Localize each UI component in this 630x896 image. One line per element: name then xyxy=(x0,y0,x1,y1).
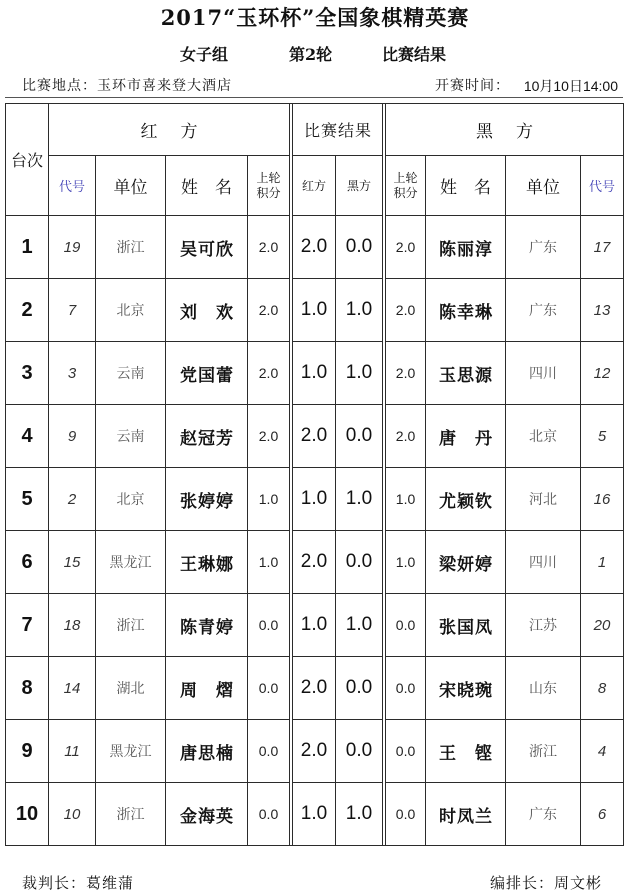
red-name: 刘 欢 xyxy=(166,279,248,342)
red-code: 3 xyxy=(49,342,96,405)
table-number: 10 xyxy=(6,783,49,846)
table-number: 8 xyxy=(6,657,49,720)
black-unit: 山东 xyxy=(506,657,581,720)
header-prev-score-top: 上轮 xyxy=(393,170,418,185)
red-code: 2 xyxy=(49,468,96,531)
black-prev-score: 2.0 xyxy=(386,405,426,468)
black-name: 张国凤 xyxy=(426,594,506,657)
black-code: 17 xyxy=(581,216,624,279)
red-prev-score: 2.0 xyxy=(248,216,290,279)
black-unit: 江苏 xyxy=(506,594,581,657)
black-prev-score: 2.0 xyxy=(386,279,426,342)
black-code: 1 xyxy=(581,531,624,594)
table-number: 6 xyxy=(6,531,49,594)
black-name: 时凤兰 xyxy=(426,783,506,846)
result-row xyxy=(6,279,624,342)
subtitle-round: 第2轮 xyxy=(289,45,333,64)
red-unit: 北京 xyxy=(96,279,166,342)
red-prev-score: 2.0 xyxy=(248,342,290,405)
black-name: 陈幸琳 xyxy=(426,279,506,342)
red-result: 2.0 xyxy=(293,531,336,594)
black-prev-score: 0.0 xyxy=(386,783,426,846)
result-row xyxy=(6,720,624,783)
table-number: 4 xyxy=(6,405,49,468)
subtitle-group: 女子组 xyxy=(180,45,229,64)
red-name: 唐思楠 xyxy=(166,720,248,783)
black-name: 梁妍婷 xyxy=(426,531,506,594)
table-number: 7 xyxy=(6,594,49,657)
red-unit: 浙江 xyxy=(96,216,166,279)
start-time-value: 10月10日14:00 xyxy=(523,78,618,94)
black-prev-score: 0.0 xyxy=(386,594,426,657)
red-name: 吴可欣 xyxy=(166,216,248,279)
black-name: 唐 丹 xyxy=(426,405,506,468)
red-result: 2.0 xyxy=(293,720,336,783)
black-unit: 广东 xyxy=(506,783,581,846)
chief-referee: 裁判长：葛维蒲 xyxy=(22,874,135,892)
black-code: 13 xyxy=(581,279,624,342)
red-name: 赵冠芳 xyxy=(166,405,248,468)
black-result: 0.0 xyxy=(336,720,383,783)
black-code: 5 xyxy=(581,405,624,468)
results-table xyxy=(5,103,624,846)
red-prev-score: 2.0 xyxy=(248,279,290,342)
red-result: 2.0 xyxy=(293,216,336,279)
red-code: 18 xyxy=(49,594,96,657)
black-prev-score: 2.0 xyxy=(386,342,426,405)
header-result-red: 红方 xyxy=(293,156,336,216)
black-prev-score: 0.0 xyxy=(386,720,426,783)
black-code: 16 xyxy=(581,468,624,531)
red-unit: 北京 xyxy=(96,468,166,531)
header-black-code: 代号 xyxy=(581,156,624,216)
red-code: 11 xyxy=(49,720,96,783)
black-code: 12 xyxy=(581,342,624,405)
result-row xyxy=(6,783,624,846)
table-number: 9 xyxy=(6,720,49,783)
red-result: 1.0 xyxy=(293,783,336,846)
header-black-name: 姓 名 xyxy=(426,156,506,216)
page-title: 2017“玉环杯”全国象棋精英赛 xyxy=(160,5,470,30)
red-name: 周 熠 xyxy=(166,657,248,720)
red-code: 10 xyxy=(49,783,96,846)
red-code: 7 xyxy=(49,279,96,342)
black-unit: 浙江 xyxy=(506,720,581,783)
header-red-side: 红 方 xyxy=(49,104,290,156)
header-prev-score-bottom: 积分 xyxy=(393,185,418,200)
red-prev-score: 0.0 xyxy=(248,594,290,657)
red-result: 1.0 xyxy=(293,342,336,405)
black-code: 6 xyxy=(581,783,624,846)
black-result: 0.0 xyxy=(336,216,383,279)
red-unit: 浙江 xyxy=(96,594,166,657)
red-result: 1.0 xyxy=(293,594,336,657)
red-name: 张婷婷 xyxy=(166,468,248,531)
header-prev-score-bottom: 积分 xyxy=(256,185,281,200)
result-row xyxy=(6,531,624,594)
black-result: 0.0 xyxy=(336,531,383,594)
black-code: 20 xyxy=(581,594,624,657)
header-red-unit: 单位 xyxy=(96,156,166,216)
table-number: 5 xyxy=(6,468,49,531)
red-result: 1.0 xyxy=(293,279,336,342)
black-unit: 广东 xyxy=(506,279,581,342)
red-code: 15 xyxy=(49,531,96,594)
black-prev-score: 0.0 xyxy=(386,657,426,720)
results-table-body xyxy=(6,104,624,846)
black-unit: 北京 xyxy=(506,405,581,468)
black-code: 4 xyxy=(581,720,624,783)
red-prev-score: 1.0 xyxy=(248,468,290,531)
black-result: 0.0 xyxy=(336,405,383,468)
black-name: 王 铿 xyxy=(426,720,506,783)
black-unit: 四川 xyxy=(506,342,581,405)
red-unit: 云南 xyxy=(96,342,166,405)
black-prev-score: 2.0 xyxy=(386,216,426,279)
red-code: 14 xyxy=(49,657,96,720)
red-code: 9 xyxy=(49,405,96,468)
red-name: 党国蕾 xyxy=(166,342,248,405)
header-row-columns xyxy=(6,156,624,216)
red-prev-score: 0.0 xyxy=(248,657,290,720)
header-black-side: 黑 方 xyxy=(386,104,624,156)
red-name: 金海英 xyxy=(166,783,248,846)
black-prev-score: 1.0 xyxy=(386,531,426,594)
red-name: 陈青婷 xyxy=(166,594,248,657)
result-row xyxy=(6,216,624,279)
table-number: 1 xyxy=(6,216,49,279)
black-result: 1.0 xyxy=(336,468,383,531)
black-name: 尤颖钦 xyxy=(426,468,506,531)
black-unit: 河北 xyxy=(506,468,581,531)
result-row xyxy=(6,342,624,405)
venue-text: 比赛地点：玉环市喜来登大酒店 xyxy=(22,78,232,94)
red-unit: 浙江 xyxy=(96,783,166,846)
red-result: 2.0 xyxy=(293,405,336,468)
result-row xyxy=(6,405,624,468)
red-result: 1.0 xyxy=(293,468,336,531)
black-prev-score: 1.0 xyxy=(386,468,426,531)
red-prev-score: 0.0 xyxy=(248,720,290,783)
black-result: 1.0 xyxy=(336,279,383,342)
table-number: 2 xyxy=(6,279,49,342)
black-unit: 四川 xyxy=(506,531,581,594)
header-black-prev-score xyxy=(386,156,426,216)
red-result: 2.0 xyxy=(293,657,336,720)
chief-arranger: 编排长：周文彬 xyxy=(490,874,603,892)
black-result: 1.0 xyxy=(336,342,383,405)
red-name: 王琳娜 xyxy=(166,531,248,594)
header-red-prev-score xyxy=(248,156,290,216)
black-unit: 广东 xyxy=(506,216,581,279)
header-red-code: 代号 xyxy=(49,156,96,216)
black-result: 1.0 xyxy=(336,594,383,657)
table-number: 3 xyxy=(6,342,49,405)
black-code: 8 xyxy=(581,657,624,720)
red-code: 19 xyxy=(49,216,96,279)
black-name: 玉思源 xyxy=(426,342,506,405)
result-row xyxy=(6,468,624,531)
result-row xyxy=(6,594,624,657)
red-unit: 湖北 xyxy=(96,657,166,720)
header-red-name: 姓 名 xyxy=(166,156,248,216)
black-name: 宋晓琬 xyxy=(426,657,506,720)
red-unit: 黑龙江 xyxy=(96,531,166,594)
header-prev-score-top: 上轮 xyxy=(256,170,281,185)
red-prev-score: 0.0 xyxy=(248,783,290,846)
red-prev-score: 1.0 xyxy=(248,531,290,594)
result-row xyxy=(6,657,624,720)
red-prev-score: 2.0 xyxy=(248,405,290,468)
header-rule xyxy=(5,97,623,98)
header-row-sides xyxy=(6,104,624,156)
header-result-black: 黑方 xyxy=(336,156,383,216)
red-unit: 黑龙江 xyxy=(96,720,166,783)
header-black-unit: 单位 xyxy=(506,156,581,216)
header-table-no: 台次 xyxy=(6,104,49,216)
start-time-label: 开赛时间： xyxy=(435,78,510,94)
red-unit: 云南 xyxy=(96,405,166,468)
subtitle-label: 比赛结果 xyxy=(382,45,447,64)
black-name: 陈丽淳 xyxy=(426,216,506,279)
header-result: 比赛结果 xyxy=(293,104,383,156)
black-result: 1.0 xyxy=(336,783,383,846)
black-result: 0.0 xyxy=(336,657,383,720)
